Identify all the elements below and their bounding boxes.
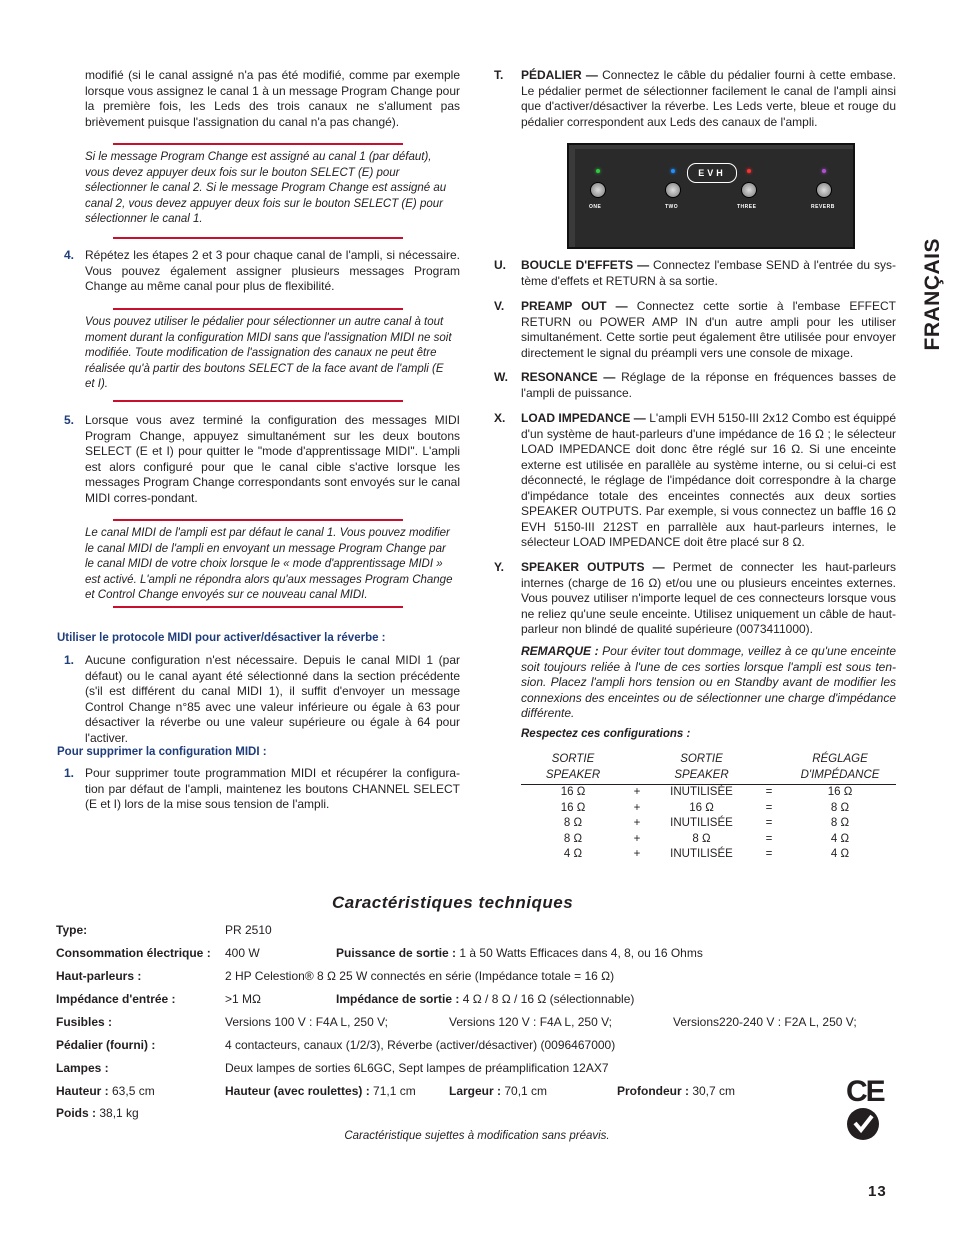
table-cell: 4 Ω — [563, 848, 583, 860]
spec-footswitch-label: Pédalier (fourni) : — [56, 1038, 156, 1052]
table-cell: 16 Ω — [560, 801, 586, 814]
spec-tubes-value: Deux lampes de sorties 6L6GC, Sept lampes de préamplification 12AX7 — [225, 1061, 609, 1075]
footswitch-pedal-image — [567, 143, 855, 249]
table-row — [521, 816, 896, 832]
note-rule — [113, 308, 403, 310]
spec-fuse-100v: Versions 100 V : F4A L, 250 V; — [225, 1015, 388, 1029]
col-header: SPEAKER — [674, 768, 729, 781]
ce-mark-logo: CE — [846, 1075, 884, 1108]
note-rule — [113, 519, 403, 521]
spec-height-wheels — [225, 1084, 416, 1099]
spec-consumption-label: Consommation électrique : — [56, 946, 211, 960]
led-green — [596, 169, 600, 173]
spec-output-power — [336, 946, 703, 961]
note-1: Si le message Program Change est assigné au canal 1 (par défaut), vous devez appuyer deux fois sur le bouton SELECT (E) pour sélectionner le canal 2. Si le message Program Change est assigné au canal 2, vous devez appuyer deux fois sur le bouton SELECT (E) pour sélectionner le canal 1. — [85, 151, 447, 225]
table-cell: 8 Ω — [830, 817, 850, 829]
spec-input-impedance-value: >1 MΩ — [225, 992, 261, 1006]
footswitch-label: ONE — [589, 204, 602, 210]
item-V-text — [521, 299, 896, 361]
item-T-body: Connectez le câble du pédalier fourni à cette embase. Le pédalier permet de sélectionner facilement le canal de l'ampli ainsi que d'activer/désactiver la réverbe. Les Leds verte, bleue et rouge du pédalier correspondent aux Leds des canaux de l'ampli. — [521, 68, 896, 129]
table-cell: + — [633, 848, 641, 860]
item-T-text — [521, 68, 896, 130]
spec-output-impedance-label: Impédance de sortie : — [336, 992, 460, 1006]
spec-output-power-value: 1 à 50 Watts Efficaces dans 4, 8, ou 16 Ohms — [456, 946, 703, 960]
item-V-body: Connectez cette sortie à l'embase EFFECT RETURN ou POWER AMP IN d'un autre ampli pour les utiliser simultanément. Cette sortie peut également être utilisée pour envoyer directement le signal du préampli vers une console de mixage. — [521, 299, 897, 360]
page-number: 13 — [868, 1183, 887, 1200]
step-5-number: 5. — [64, 413, 75, 427]
led-blue — [671, 169, 675, 173]
item-X-letter: X. — [494, 411, 506, 425]
table-cell: 4 Ω — [830, 848, 850, 860]
table-cell: INUTILISÉE — [670, 786, 733, 798]
evh-logo: EVH — [687, 163, 737, 183]
table-cell: 4 Ω — [830, 832, 850, 845]
table-row — [521, 847, 896, 863]
item-U-text — [521, 258, 896, 289]
col-header: SORTIE — [551, 753, 595, 765]
spec-height-wheels-value: 71,1 cm — [369, 1084, 416, 1098]
spec-consumption-value: 400 W — [225, 946, 260, 960]
col-header: RÉGLAGE — [812, 753, 868, 765]
remove-step-text: Pour supprimer toute programmation MIDI et récupérer la configura-tion par défaut de l'ampli, maintenez les boutons CHANNEL SELECT (E et I) lors de la mise sous tension de l'ampli. — [85, 766, 460, 811]
spec-output-power-label: Puissance de sortie : — [336, 946, 457, 960]
led-purple — [822, 169, 826, 173]
footswitch-label: TWO — [665, 204, 679, 210]
item-T-title: PÉDALIER — — [521, 68, 598, 82]
table-cell: + — [633, 786, 641, 798]
note-3: Le canal MIDI de l'ampli est par défaut le canal 1. Vous pouvez modifier le canal MIDI de l'ampli en envoyant un message Program Change par le canal MIDI de votre choix lorsque le « mode d'apprentissage MIDI » est activé. L'ampli ne répondra alors qu'aux messages Program Change et Control Change envoyés sur ce nouveau canal MIDI. — [85, 527, 453, 601]
spec-weight-label: Poids : — [56, 1106, 97, 1120]
item-W-letter: W. — [494, 370, 508, 384]
spec-weight-value: 38,1 kg — [96, 1106, 139, 1120]
reverb-step-text: Aucune configuration n'est nécessaire. Depuis le canal MIDI 1 (par défaut) ou le canal ayant été sélectionné dans la section précédente (s'il est différent du canal MIDI 1), il suffit d'envoyer un message Control Change n°85 avec une valeur inférieure ou égale à 63 pour désactiver la réverbe ou une valeur supérieure ou égale à 64 pour l'activer. — [85, 653, 460, 745]
spec-speakers-value: 2 HP Celestion® 8 Ω 25 W connectés en série (Impédance totale = 16 Ω) — [225, 969, 615, 983]
item-Y-text — [521, 560, 896, 638]
table-cell: + — [633, 832, 641, 845]
col-header: SORTIE — [680, 753, 723, 765]
spec-fuse-220v: Versions220-240 V : F2A L, 250 V; — [673, 1015, 857, 1029]
table-row — [521, 785, 896, 801]
item-X-text — [521, 411, 896, 551]
spec-width — [449, 1084, 547, 1099]
spec-footswitch-value: 4 contacteurs, canaux (1/2/3), Réverbe (activer/désactiver) (0096467000) — [225, 1038, 616, 1052]
remark-label: REMARQUE : — [521, 644, 599, 658]
step-5-text: Lorsque vous avez terminé la configuration des messages MIDI Program Change, appuyez simultanément sur les deux boutons SELECT (E et I) pour quitter le "mode d'apprentissage MIDI". L'ampli est alors configuré pour que le canal cible s'active lorsque les messages Program Change correspondants sont envoyés sur le canal MIDI corres-pondant. — [85, 413, 460, 505]
footswitch-one — [590, 182, 606, 198]
led-red — [747, 169, 751, 173]
item-X-title: LOAD IMPEDANCE — — [521, 411, 646, 425]
item-Y-title: SPEAKER OUTPUTS — — [521, 560, 665, 574]
table-row — [521, 832, 896, 848]
item-U-letter: U. — [494, 258, 506, 272]
table-cell: 8 Ω — [830, 801, 850, 814]
spec-input-impedance-label: Impédance d'entrée : — [56, 992, 176, 1006]
step-4-text: Répétez les étapes 2 et 3 pour chaque canal de l'ampli, si nécessaire. Vous pouvez également assigner plusieurs messages Program Change au même canal pour plus de flexibilité. — [85, 248, 460, 293]
table-cell: 16 Ω — [689, 801, 714, 814]
step-4-number: 4. — [64, 248, 75, 262]
table-cell: 8 Ω — [692, 832, 711, 845]
table-cell: INUTILISÉE — [670, 848, 733, 860]
footswitch-label: THREE — [737, 204, 757, 210]
note-rule — [113, 237, 403, 239]
table-cell: = — [765, 832, 773, 845]
col-header: SPEAKER — [545, 768, 601, 781]
spec-fuse-120v: Versions 120 V : F4A L, 250 V; — [449, 1015, 612, 1029]
item-W-title: RESONANCE — — [521, 370, 616, 384]
remove-step-number: 1. — [64, 766, 75, 780]
item-U-title: BOUCLE D'EFFETS — — [521, 258, 650, 272]
spec-output-impedance-value: 4 Ω / 8 Ω / 16 Ω (sélectionnable) — [459, 992, 635, 1006]
spec-depth-label: Profondeur : — [617, 1084, 689, 1098]
spec-weight — [56, 1106, 139, 1121]
spec-width-value: 70,1 cm — [501, 1084, 548, 1098]
footswitch-label: REVERB — [811, 204, 835, 210]
table-cell: 16 Ω — [827, 786, 853, 798]
item-T-letter: T. — [494, 68, 504, 82]
table-cell: + — [633, 801, 641, 814]
note-rule — [113, 606, 403, 608]
spec-type-value: PR 2510 — [225, 923, 272, 937]
spec-height-value: 63,5 cm — [108, 1084, 155, 1098]
reverb-midi-heading: Utiliser le protocole MIDI pour activer/désactiver la réverbe : — [57, 632, 386, 644]
col-header: D'IMPÉDANCE — [800, 768, 880, 781]
note-rule — [113, 143, 403, 145]
item-Y-letter: Y. — [494, 560, 505, 574]
remark — [521, 644, 896, 722]
specs-title: Caractéristiques techniques — [332, 893, 574, 912]
table-cell: 8 Ω — [563, 817, 583, 829]
table-cell: INUTILISÉE — [670, 817, 733, 829]
item-W-text — [521, 370, 896, 401]
table-cell: 16 Ω — [560, 786, 586, 798]
table-cell: 8 Ω — [563, 832, 583, 845]
item-Y-body: Permet de connecter les haut-parleurs internes (charge de 16 Ω) et/ou une ou plusieurs enceintes externes. Vous pouvez utiliser n'importe lequel de ces connecteurs lorsque vous ne reliez qu'une seule enceinte. Utilisez uniquement un câble de haut-parleur non blindé de qualité supérieure (0073411000). — [521, 560, 896, 636]
language-side-tab: FRANÇAIS — [920, 238, 944, 351]
table-cell: = — [765, 801, 773, 814]
configurations-heading: Respectez ces configurations : — [521, 728, 691, 740]
spec-fuses-label: Fusibles : — [56, 1015, 113, 1029]
footswitch-three — [741, 182, 757, 198]
spec-speakers-label: Haut-parleurs : — [56, 969, 142, 983]
spec-height-label: Hauteur : — [56, 1084, 109, 1098]
table-cell: = — [765, 848, 773, 860]
remark-body: Pour éviter tout dommage, veillez à ce qu'une enceinte soit toujours reliée à l'une de ces sorties lorsque l'ampli est sous ten-sion. Placez l'ampli hors tension ou en Standby avant de modifier les connexions des enceintes ou de sélectionner une charge d'impédance différente. — [521, 644, 896, 720]
spec-width-label: Largeur : — [449, 1084, 502, 1098]
spec-depth — [617, 1084, 735, 1099]
table-cell: = — [765, 786, 773, 798]
spec-depth-value: 30,7 cm — [689, 1084, 736, 1098]
impedance-config-table — [521, 752, 896, 863]
item-V-letter: V. — [494, 299, 505, 313]
footswitch-reverb — [816, 182, 832, 198]
item-U-body: Connectez l'embase SEND à l'entrée du sys-tème d'effets et RETURN à sa sortie. — [521, 258, 897, 288]
note-rule — [113, 400, 403, 402]
c-tick-mark-logo — [846, 1107, 880, 1141]
spec-type-label: Type: — [56, 923, 88, 937]
specs-footnote: Caractéristique sujettes à modification sans préavis. — [344, 1130, 610, 1142]
footswitch-two — [665, 182, 681, 198]
item-V-title: PREAMP OUT — — [521, 299, 628, 313]
item-X-body: L'ampli EVH 5150-III 2x12 Combo est équippé d'un système de haut-parleurs d'une impédance de 16 Ω ; le sélecteur LOAD IMPEDANCE doit donc être réglé sur 16 Ω. Si une enceinte externe est utilisée en parallèle au système interne, ou si celui-ci est déconnecté, le réglage de l'impédance doit correspondre à la charge d'impédance totale des enceintes connectés aux deux sorties SPEAKER OUTPUTS. Par exemple, si vous connectez un baffle 16 Ω EVH 5150-III 212ST en parrallèle aux haut-parleurs internes, le sélecteur LOAD IMPEDANCE doit être placé sur 8 Ω. — [521, 411, 896, 549]
table-row — [521, 801, 896, 817]
spec-tubes-label: Lampes : — [56, 1061, 109, 1075]
spec-output-impedance — [336, 992, 634, 1007]
spec-height — [56, 1084, 155, 1099]
note-2: Vous pouvez utiliser le pédalier pour sélectionner un autre canal à tout moment durant la configuration MIDI sans que l'assignation MIDI ne soit modifiée. Toute modification de l'assignation des canaux ne peut être réalisée qu'à partir des boutons SELECT de la face avant de l'ampli (E et I). — [85, 316, 452, 390]
spec-height-wheels-label: Hauteur (avec roulettes) : — [225, 1084, 370, 1098]
table-cell: = — [765, 817, 773, 829]
item-W-body: Réglage de la réponse en fréquences basses de l'ampli de puissance. — [521, 370, 897, 400]
intro-paragraph: modifié (si le canal assigné n'a pas été modifié, comme par exemple lorsque vous assignez le canal 1 à un message Program Change pour la première fois, les Leds des trois canaux ne s'allument pas brièvement puisque l'assignation du canal n'a pas changé). — [85, 68, 460, 129]
remove-midi-heading: Pour supprimer la configuration MIDI : — [57, 746, 267, 758]
table-cell: + — [633, 817, 641, 829]
reverb-step-number: 1. — [64, 653, 75, 667]
